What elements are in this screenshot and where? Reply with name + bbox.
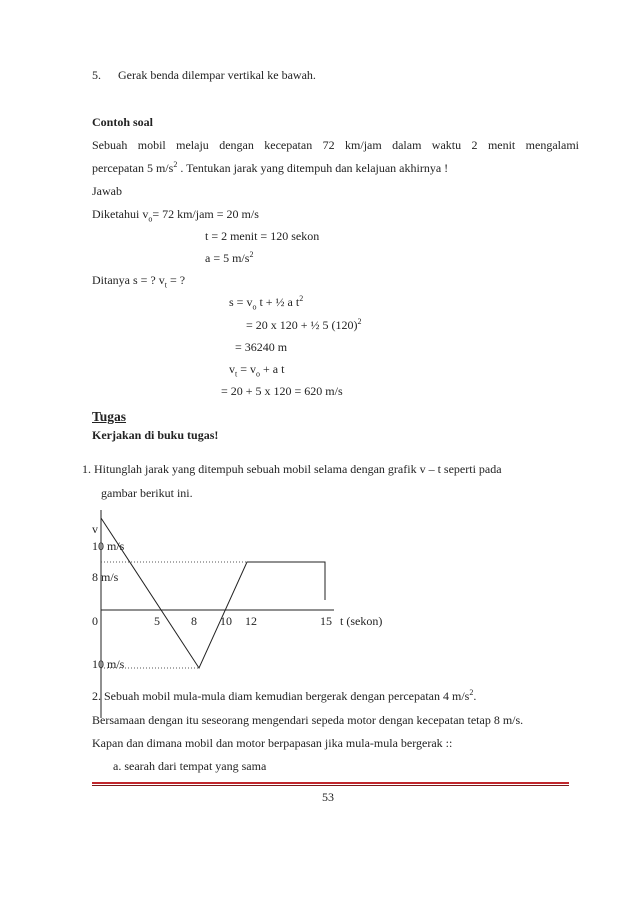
contoh-soal-heading: Contoh soal: [92, 115, 154, 129]
a-given-line: a = 5 $m/s^2$: [205, 250, 254, 265]
graph-y-label-neg10: 10 m/s: [92, 657, 125, 671]
contoh-paragraph-line1: Sebuah mobil melaju dengan kecepatan 72 km/jam dalam waktu 2 menit mengalami: [92, 138, 579, 152]
t-given-line: t = 2 menit = 120 sekon: [205, 229, 320, 243]
graph-velocity-line: [101, 518, 325, 668]
graph-x-label-10: 10: [220, 614, 232, 628]
equation-4: $v_t = v_o + a$ t: [229, 362, 285, 379]
graph-v-label: v: [92, 522, 98, 536]
question-1-line2: gambar berikut ini.: [101, 486, 193, 500]
equation-3: = 36240 m: [235, 340, 288, 354]
ditanya-line: Ditanya s = ? $v_t$ = ?: [92, 273, 186, 290]
tugas-heading: Tugas: [92, 409, 127, 424]
question-2-line1: 2. Sebuah mobil mula-mula diam kemudian bergerak dengan percepatan 4 $m/s^2$.: [92, 688, 477, 703]
page-number: 53: [322, 790, 334, 804]
question-2-line3: Kapan dan dimana mobil dan motor berpapasan jika mula-mula bergerak ::: [92, 736, 453, 750]
footer-dark-rule: [92, 785, 569, 786]
graph-x-unit: t (sekon): [340, 614, 383, 628]
graph-y-label-10: 10 m/s: [92, 539, 125, 553]
question-2-option-a: a. searah dari tempat yang sama: [113, 759, 267, 773]
item-5-text: Gerak benda dilempar vertikal ke bawah.: [118, 68, 316, 82]
graph-y-label-8: 8 m/s: [92, 570, 119, 584]
jawab-label: Jawab: [92, 184, 122, 198]
tugas-instruction: Kerjakan di buku tugas!: [92, 428, 219, 442]
equation-2: = 20 x 120 + ½ 5 $(120)^2$: [246, 317, 362, 332]
equation-1: $s = v_o$ t + ½ a $t^2$: [229, 294, 304, 312]
footer-red-rule: [92, 782, 569, 784]
equation-5: = 20 + 5 x 120 = 620 m/s: [221, 384, 343, 398]
graph-x-label-0: 0: [92, 614, 98, 628]
diketahui-line: Diketahui $v_o= 72$ km/jam = 20 m/s: [92, 207, 259, 224]
item-5-number: 5.: [92, 68, 101, 82]
question-2-line2: Bersamaan dengan itu seseorang mengendari sepeda motor dengan kecepatan tetap 8 m/s.: [92, 713, 524, 727]
contoh-paragraph-line2: percepatan 5 $m/s^2$ . Tentukan jarak yang ditempuh dan kelajuan akhirnya !: [92, 160, 449, 175]
question-1-line1: 1. Hitunglah jarak yang ditempuh sebuah mobil selama dengan grafik v – t seperti pada: [82, 462, 502, 476]
graph-x-label-12: 12: [245, 614, 257, 628]
graph-x-label-5: 5: [154, 614, 160, 628]
graph-x-label-15: 15: [320, 614, 332, 628]
graph-x-label-8: 8: [191, 614, 197, 628]
